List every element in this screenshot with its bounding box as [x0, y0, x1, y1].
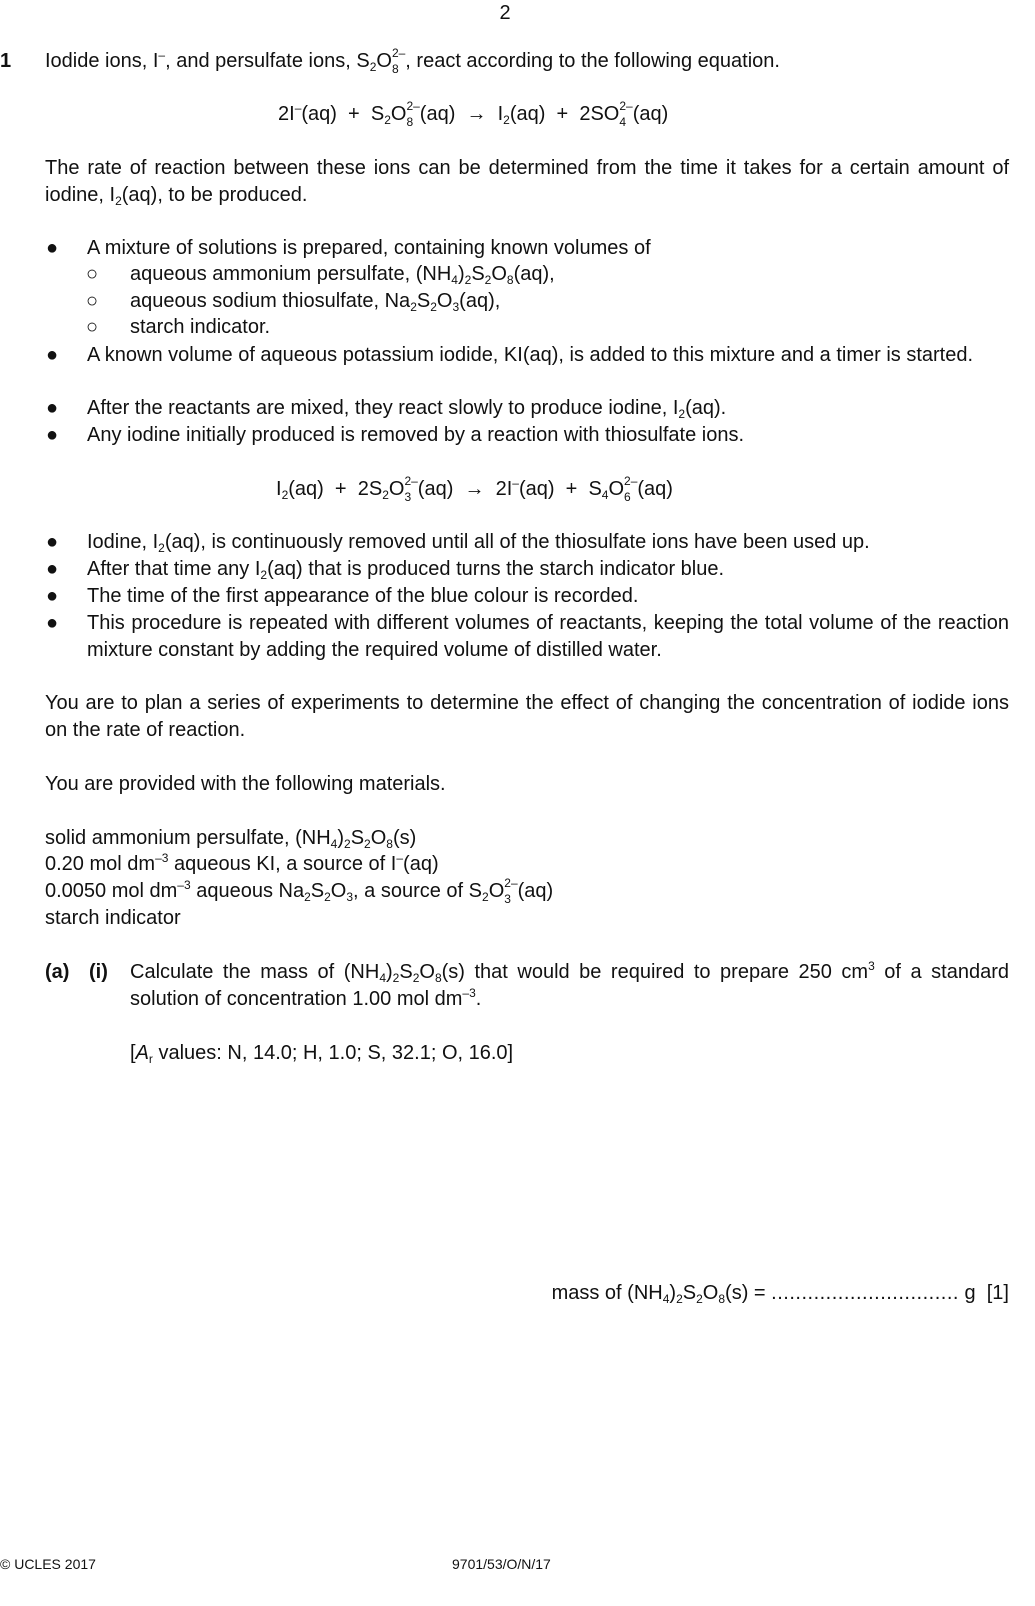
plan-paragraph: You are to plan a series of experiments to determine the effect of changing the concentration of iodide ions on the rate of reaction. [45, 692, 1009, 741]
bullet-text: Iodine, $I_2(aq)$, is continuously removed until all of the thiosulfate ions have been used up. [87, 531, 870, 555]
materials-intro: You are provided with the following materials. [45, 773, 446, 795]
sub-bullet-text: aqueous ammonium persulfate, $(NH_4)_2S_2O_8(aq)$, [130, 263, 555, 287]
equation-iodide-persulfate: $2I^-(aq) + S_2O$ 2– 8 $(aq) \to I_2(aq) + 2SO$ 2– 4 (aq) [278, 99, 669, 129]
material-item: 0.0050 mol $dm^{-3}$ aqueous $Na_2S_2O_3$, a source of $S_2O$ 2– 3 (aq) [45, 876, 554, 906]
material-item: starch indicator [45, 907, 181, 929]
intro-text: Iodide ions, I–, and persulfate ions, $S_2O$ 2– 8 , react according to the following equation. [45, 46, 780, 76]
bullet-dot: ● [46, 424, 59, 446]
bullet-dot: ● [46, 585, 59, 607]
bullet-dot: ● [46, 397, 59, 419]
bullet-text: A known volume of aqueous potassium iodide, KI(aq), is added to this mixture and a timer is started. [87, 344, 974, 366]
rate-paragraph: The rate of reaction between these ions can be determined from the time it takes for a certain amount of iodine, $I_2(aq)$, to be produced. [45, 157, 1009, 208]
bullet-dot: ● [46, 344, 59, 366]
bullet-dot: ● [46, 558, 59, 580]
marks: [1] [986, 1282, 1009, 1304]
bullet-text: After that time any $I_2(aq)$ that is produced turns the starch indicator blue. [87, 558, 725, 582]
sub-bullet-circle: ○ [86, 263, 99, 285]
part-a-question-text: Calculate the mass of $(NH_4)_2S_2O_8(s)$ that would be required to prepare 250 $cm^3$ of a standard solution of concentration 1.00 mol $dm^{-3}$. [130, 959, 1009, 1010]
ar-values: [$A_r$ values: N, 14.0; H, 1.0; S, 32.1; O, 16.0] [130, 1042, 514, 1066]
footer-code: 9701/53/O/N/17 [452, 1556, 551, 1572]
answer-blank[interactable]: ............................... [771, 1282, 959, 1304]
sub-bullet-circle: ○ [86, 290, 99, 312]
bullet-dot: ● [46, 612, 59, 634]
equation-iodine-thiosulfate: $I_2(aq) + 2S_2O$ 2– 3 $(aq) \to 2I^-(aq) + S_4O$ 2– 6 (aq) [276, 474, 673, 504]
sub-bullet-text: starch indicator. [130, 316, 271, 338]
sub-part-label: (i) [89, 961, 108, 983]
footer-copyright: © UCLES 2017 [0, 1556, 96, 1572]
material-item: 0.20 mol $dm^{-3}$ aqueous KI, a source of I–(aq) [45, 851, 439, 875]
bullet-text: This procedure is repeated with different volumes of reactants, keeping the total volume of the reaction mixture constant by adding the required volume of distilled water. [87, 612, 1009, 661]
bullet-text: The time of the first appearance of the blue colour is recorded. [87, 585, 639, 607]
bullet-text: Any iodine initially produced is removed by a reaction with thiosulfate ions. [87, 424, 745, 446]
question-number: 1 [0, 50, 12, 72]
bullet-text: A mixture of solutions is prepared, containing known volumes of [87, 237, 651, 259]
part-label: (a) [45, 961, 70, 983]
sub-bullet-circle: ○ [86, 316, 99, 338]
bullet-dot: ● [46, 237, 59, 259]
bullet-text: After the reactants are mixed, they react slowly to produce iodine, $I_2(aq)$. [87, 397, 727, 421]
page-number: 2 [499, 2, 511, 24]
material-item: solid ammonium persulfate, $(NH_4)_2S_2O_8(s)$ [45, 827, 417, 851]
bullet-dot: ● [46, 531, 59, 553]
answer-line: mass of $(NH_4)_2S_2O_8(s)$ = ............................... g [1] [551, 1282, 1009, 1306]
sub-bullet-text: aqueous sodium thiosulfate, $Na_2S_2O_3(aq)$, [130, 290, 501, 314]
